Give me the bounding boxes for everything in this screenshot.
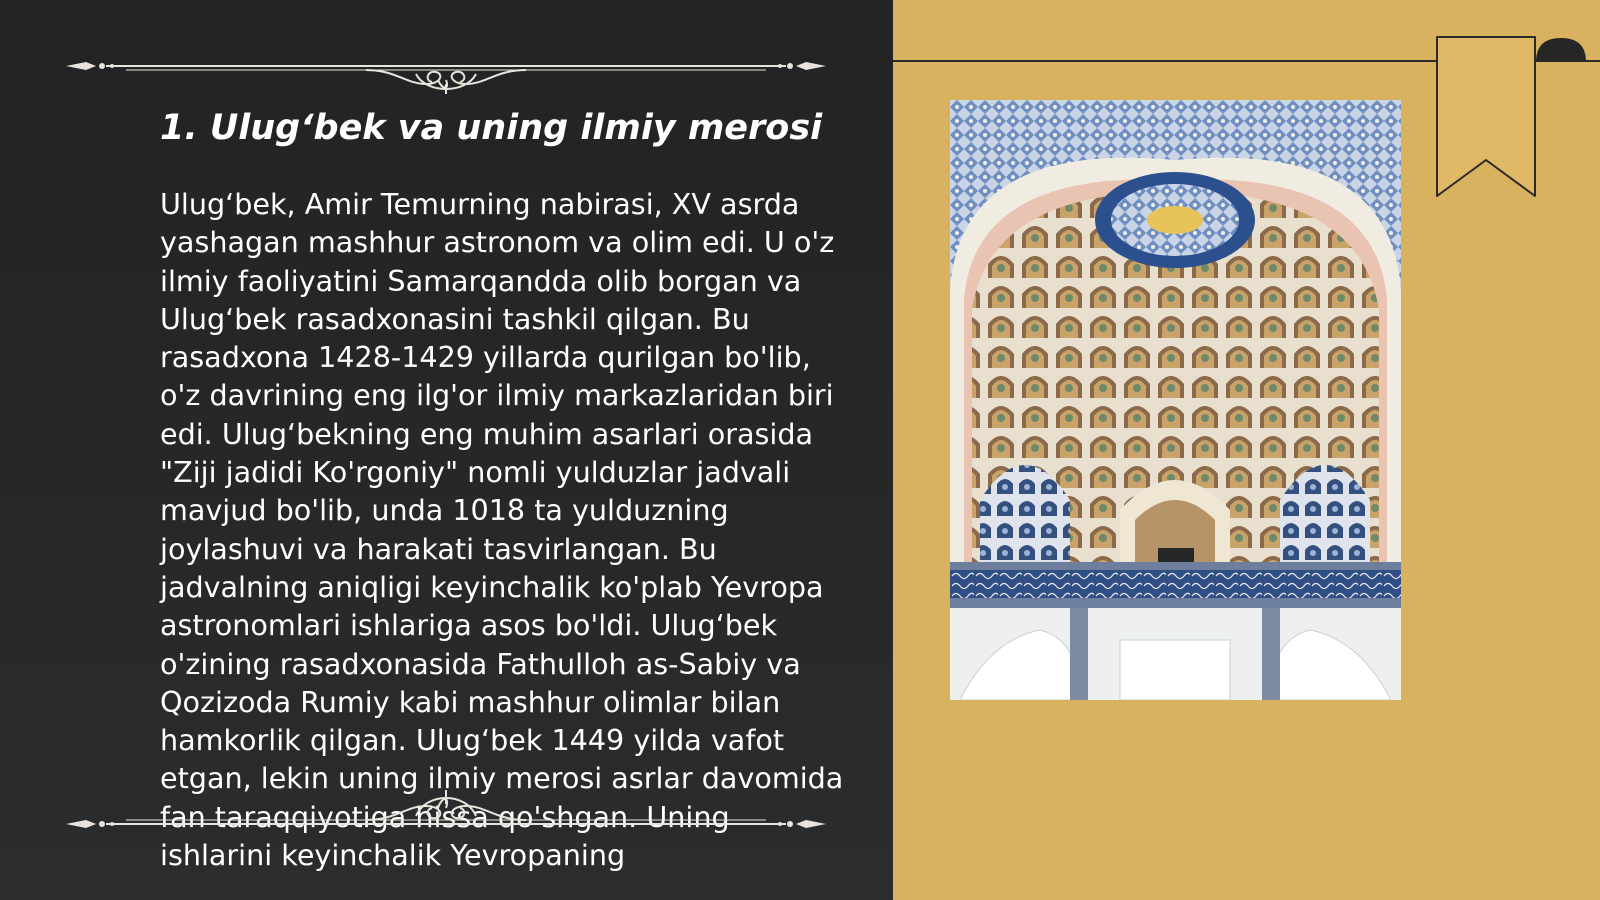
bookmark-ribbon xyxy=(1436,36,1536,198)
top-ornament-divider xyxy=(66,44,826,94)
arch-illustration xyxy=(950,100,1401,700)
dome-shape xyxy=(1536,36,1586,62)
muqarnas-arch-photo xyxy=(950,100,1401,700)
bottom-ornament-divider xyxy=(66,778,826,828)
slide-body-text: Ulug‘bek, Amir Temurning nabirasi, XV asrda yashagan mashhur astronom va olim edi. U o'z ilmiy faoliyatini Samarqandda olib borgan va Ulug‘bek rasadxonasini tashkil qilgan. Bu rasadxona 1428-1429 yillarda qurilgan bo'lib, o'z davrining eng ilg'or ilmiy markazlaridan biri edi. Ulug‘bekning eng muhim asarlari orasida "Ziji jadidi Ko'rgoniy" nomli yulduzlar jadvali mavjud bo'lib, unda 1018 ta yulduzning joylashuvi va harakati tasvirlangan. Bu jadvalning aniqligi keyinchalik ko'plab Yevropa astronomlari ishlariga asos bo'ldi. Ulug‘bek o'zining rasadxonasida Fathulloh as-Sabiy va Qozizoda Rumiy kabi mashhur olimlar bilan hamkorlik qilgan. Ulug‘bek 1449 yilda vafot etgan, lekin uning ilmiy merosi asrlar davomida fan taraqqiyotiga hissa qo'shgan. Uning ishlarini keyinchalik Yevropaning xyxy=(160,187,844,873)
slide-title: 1. Ulug‘bek va uning ilmiy merosi xyxy=(160,108,823,148)
